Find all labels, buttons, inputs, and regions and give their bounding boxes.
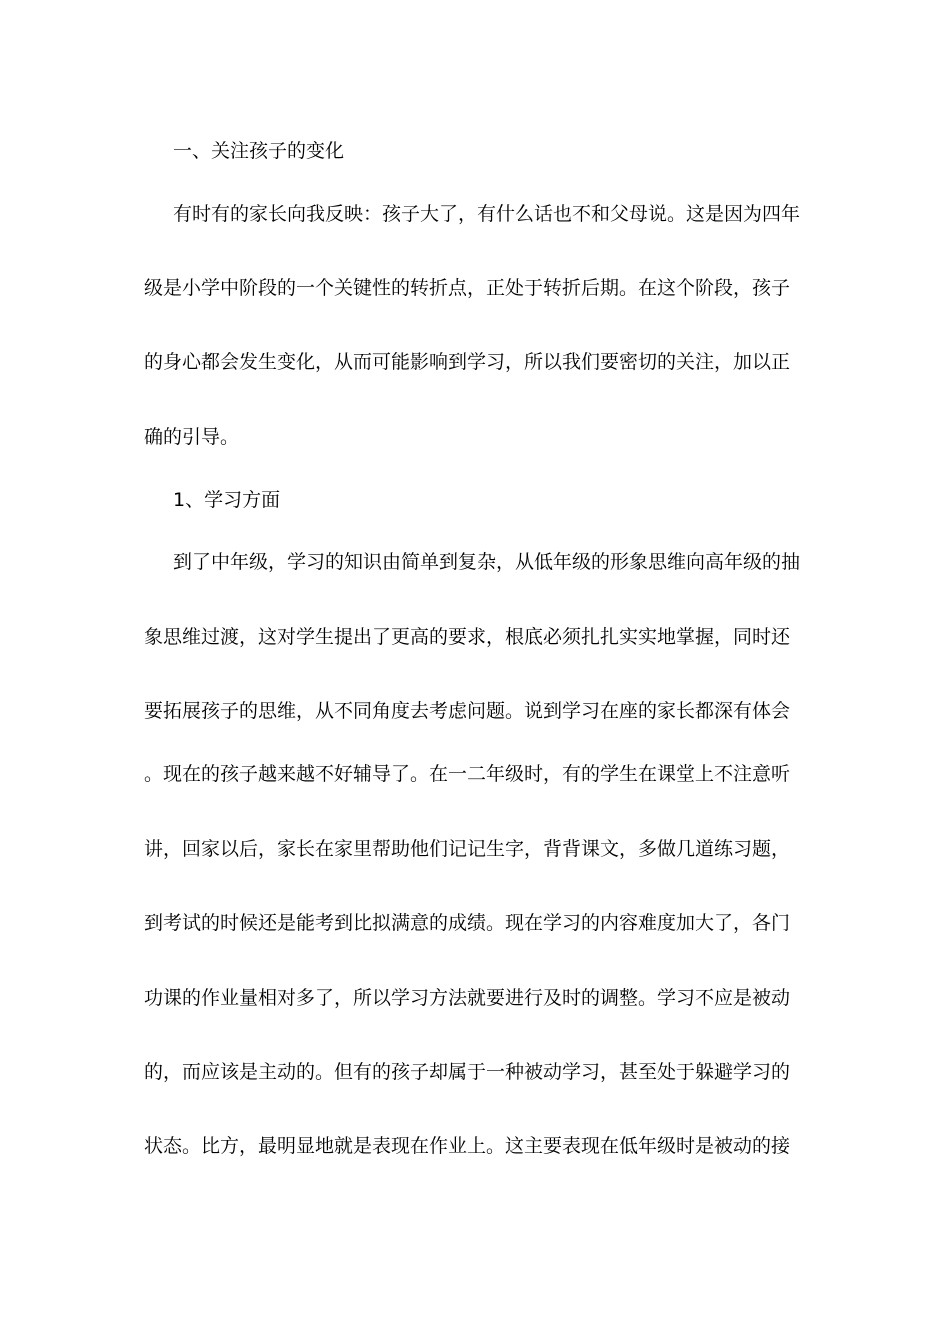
paragraph-1-line-3: 的身心都会发生变化，从而可能影响到学习，所以我们要密切的关注，加以正 [144,351,791,373]
paragraph-2-line-8: 的，而应该是主动的。但有的孩子却属于一种被动学习，甚至处于躲避学习的 [144,1061,791,1083]
paragraph-2-line-6: 到考试的时候还是能考到比拟满意的成绩。现在学习的内容难度加大了，各门 [144,912,791,934]
paragraph-2-line-3: 要拓展孩子的思维，从不同角度去考虑问题。说到学习在座的家长都深有体会 [144,700,791,722]
paragraph-1-line-1: 有时有的家长向我反映：孩子大了，有什么话也不和父母说。这是因为四年 [173,203,801,225]
paragraph-2-line-4: 。现在的孩子越来越不好辅导了。在一二年级时，有的学生在课堂上不注意听 [144,763,791,785]
paragraph-2-line-1: 到了中年级，学习的知识由简单到复杂，从低年级的形象思维向高年级的抽 [173,551,801,573]
paragraph-2-line-7: 功课的作业量相对多了，所以学习方法就要进行及时的调整。学习不应是被动 [144,987,791,1009]
paragraph-1-line-2: 级是小学中阶段的一个关键性的转折点，正处于转折后期。在这个阶段，孩子 [144,277,791,299]
paragraph-2-line-5: 讲，回家以后，家长在家里帮助他们记记生字，背背课文，多做几道练习题， [144,838,791,860]
subheading: 1、学习方面 [173,489,281,511]
paragraph-1-line-4: 确的引导。 [144,426,240,448]
paragraph-2-line-9: 状态。比方，最明显地就是表现在作业上。这主要表现在低年级时是被动的接 [144,1135,791,1157]
section-heading: 一、关注孩子的变化 [173,140,345,162]
paragraph-2-line-2: 象思维过渡，这对学生提出了更高的要求，根底必须扎扎实实地掌握，同时还 [144,626,791,648]
